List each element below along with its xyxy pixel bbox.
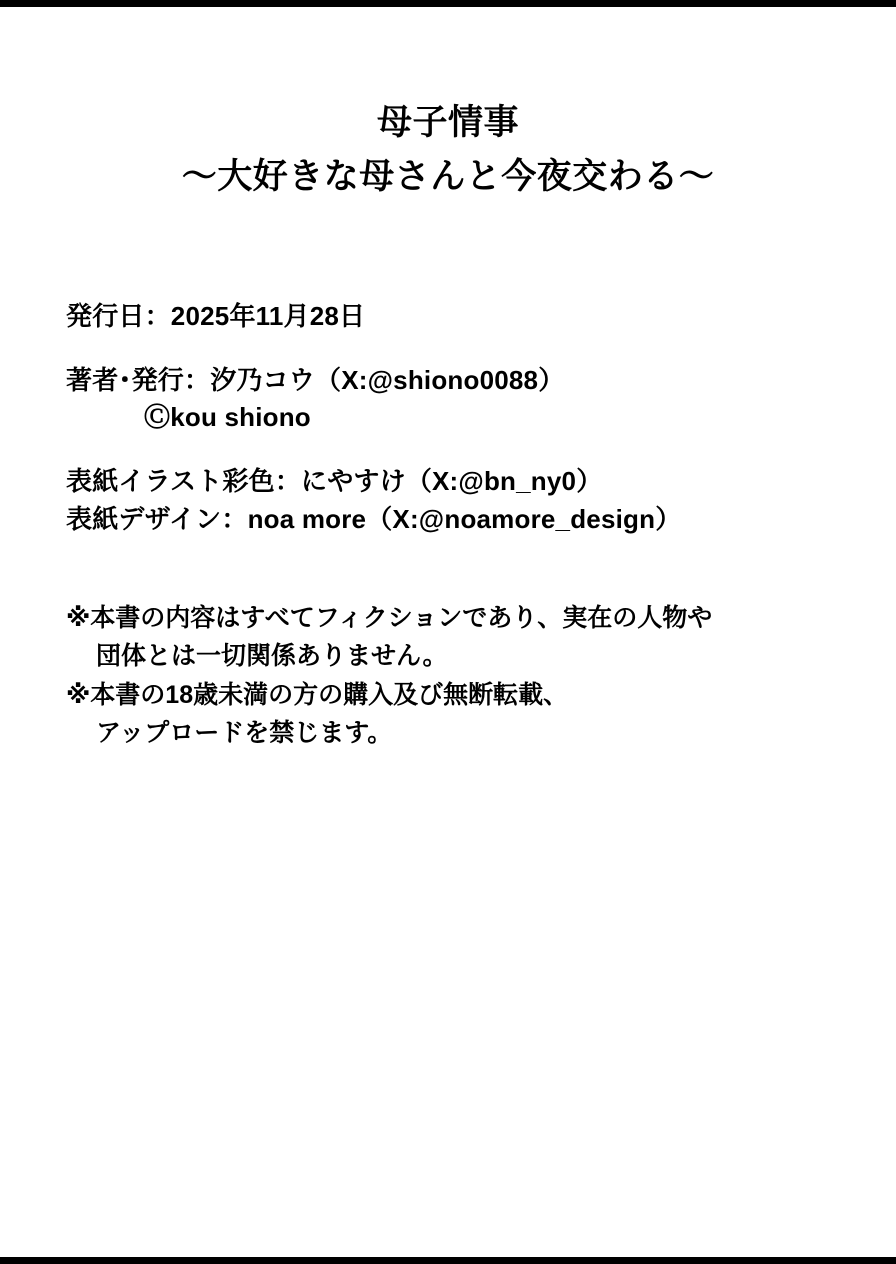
publication-date: 発行日：2025年11月28日 bbox=[66, 301, 366, 331]
author-publisher: 著者･発行：汐乃コウ（X:@shiono0088） bbox=[66, 364, 565, 395]
age-restriction-line-2: アップロードを禁じます。 bbox=[96, 718, 393, 747]
publication-date-block bbox=[66, 298, 856, 336]
cover-credits-block bbox=[66, 463, 856, 538]
author-block bbox=[66, 362, 856, 437]
fiction-disclaimer-line-2: 団体とは一切関係ありません。 bbox=[96, 641, 448, 670]
publication-details bbox=[66, 298, 856, 564]
fiction-disclaimer bbox=[66, 600, 866, 675]
bottom-border-rule bbox=[0, 1257, 896, 1264]
copyright-notice: Ⓒkou shiono bbox=[144, 402, 311, 433]
page-title-line-2: ～大好きな母さんと今夜交わる～ bbox=[181, 157, 715, 197]
fiction-disclaimer-line-1: ※本書の内容はすべてフィクションであり、実在の人物や bbox=[66, 604, 713, 632]
legal-notices bbox=[66, 600, 866, 754]
age-restriction-line-1: ※本書の18歳未満の方の購入及び無断転載、 bbox=[66, 681, 569, 709]
age-restriction-disclaimer bbox=[66, 677, 866, 752]
cover-design-credit: 表紙デザイン：noa more（X:@noamore_design） bbox=[66, 503, 682, 534]
page-title bbox=[0, 96, 896, 205]
cover-illustration-color-credit: 表紙イラスト彩色：にやすけ（X:@bn_ny0） bbox=[66, 466, 603, 497]
page-title-line-1: 母子情事 bbox=[376, 103, 519, 142]
top-border-rule bbox=[0, 0, 896, 7]
